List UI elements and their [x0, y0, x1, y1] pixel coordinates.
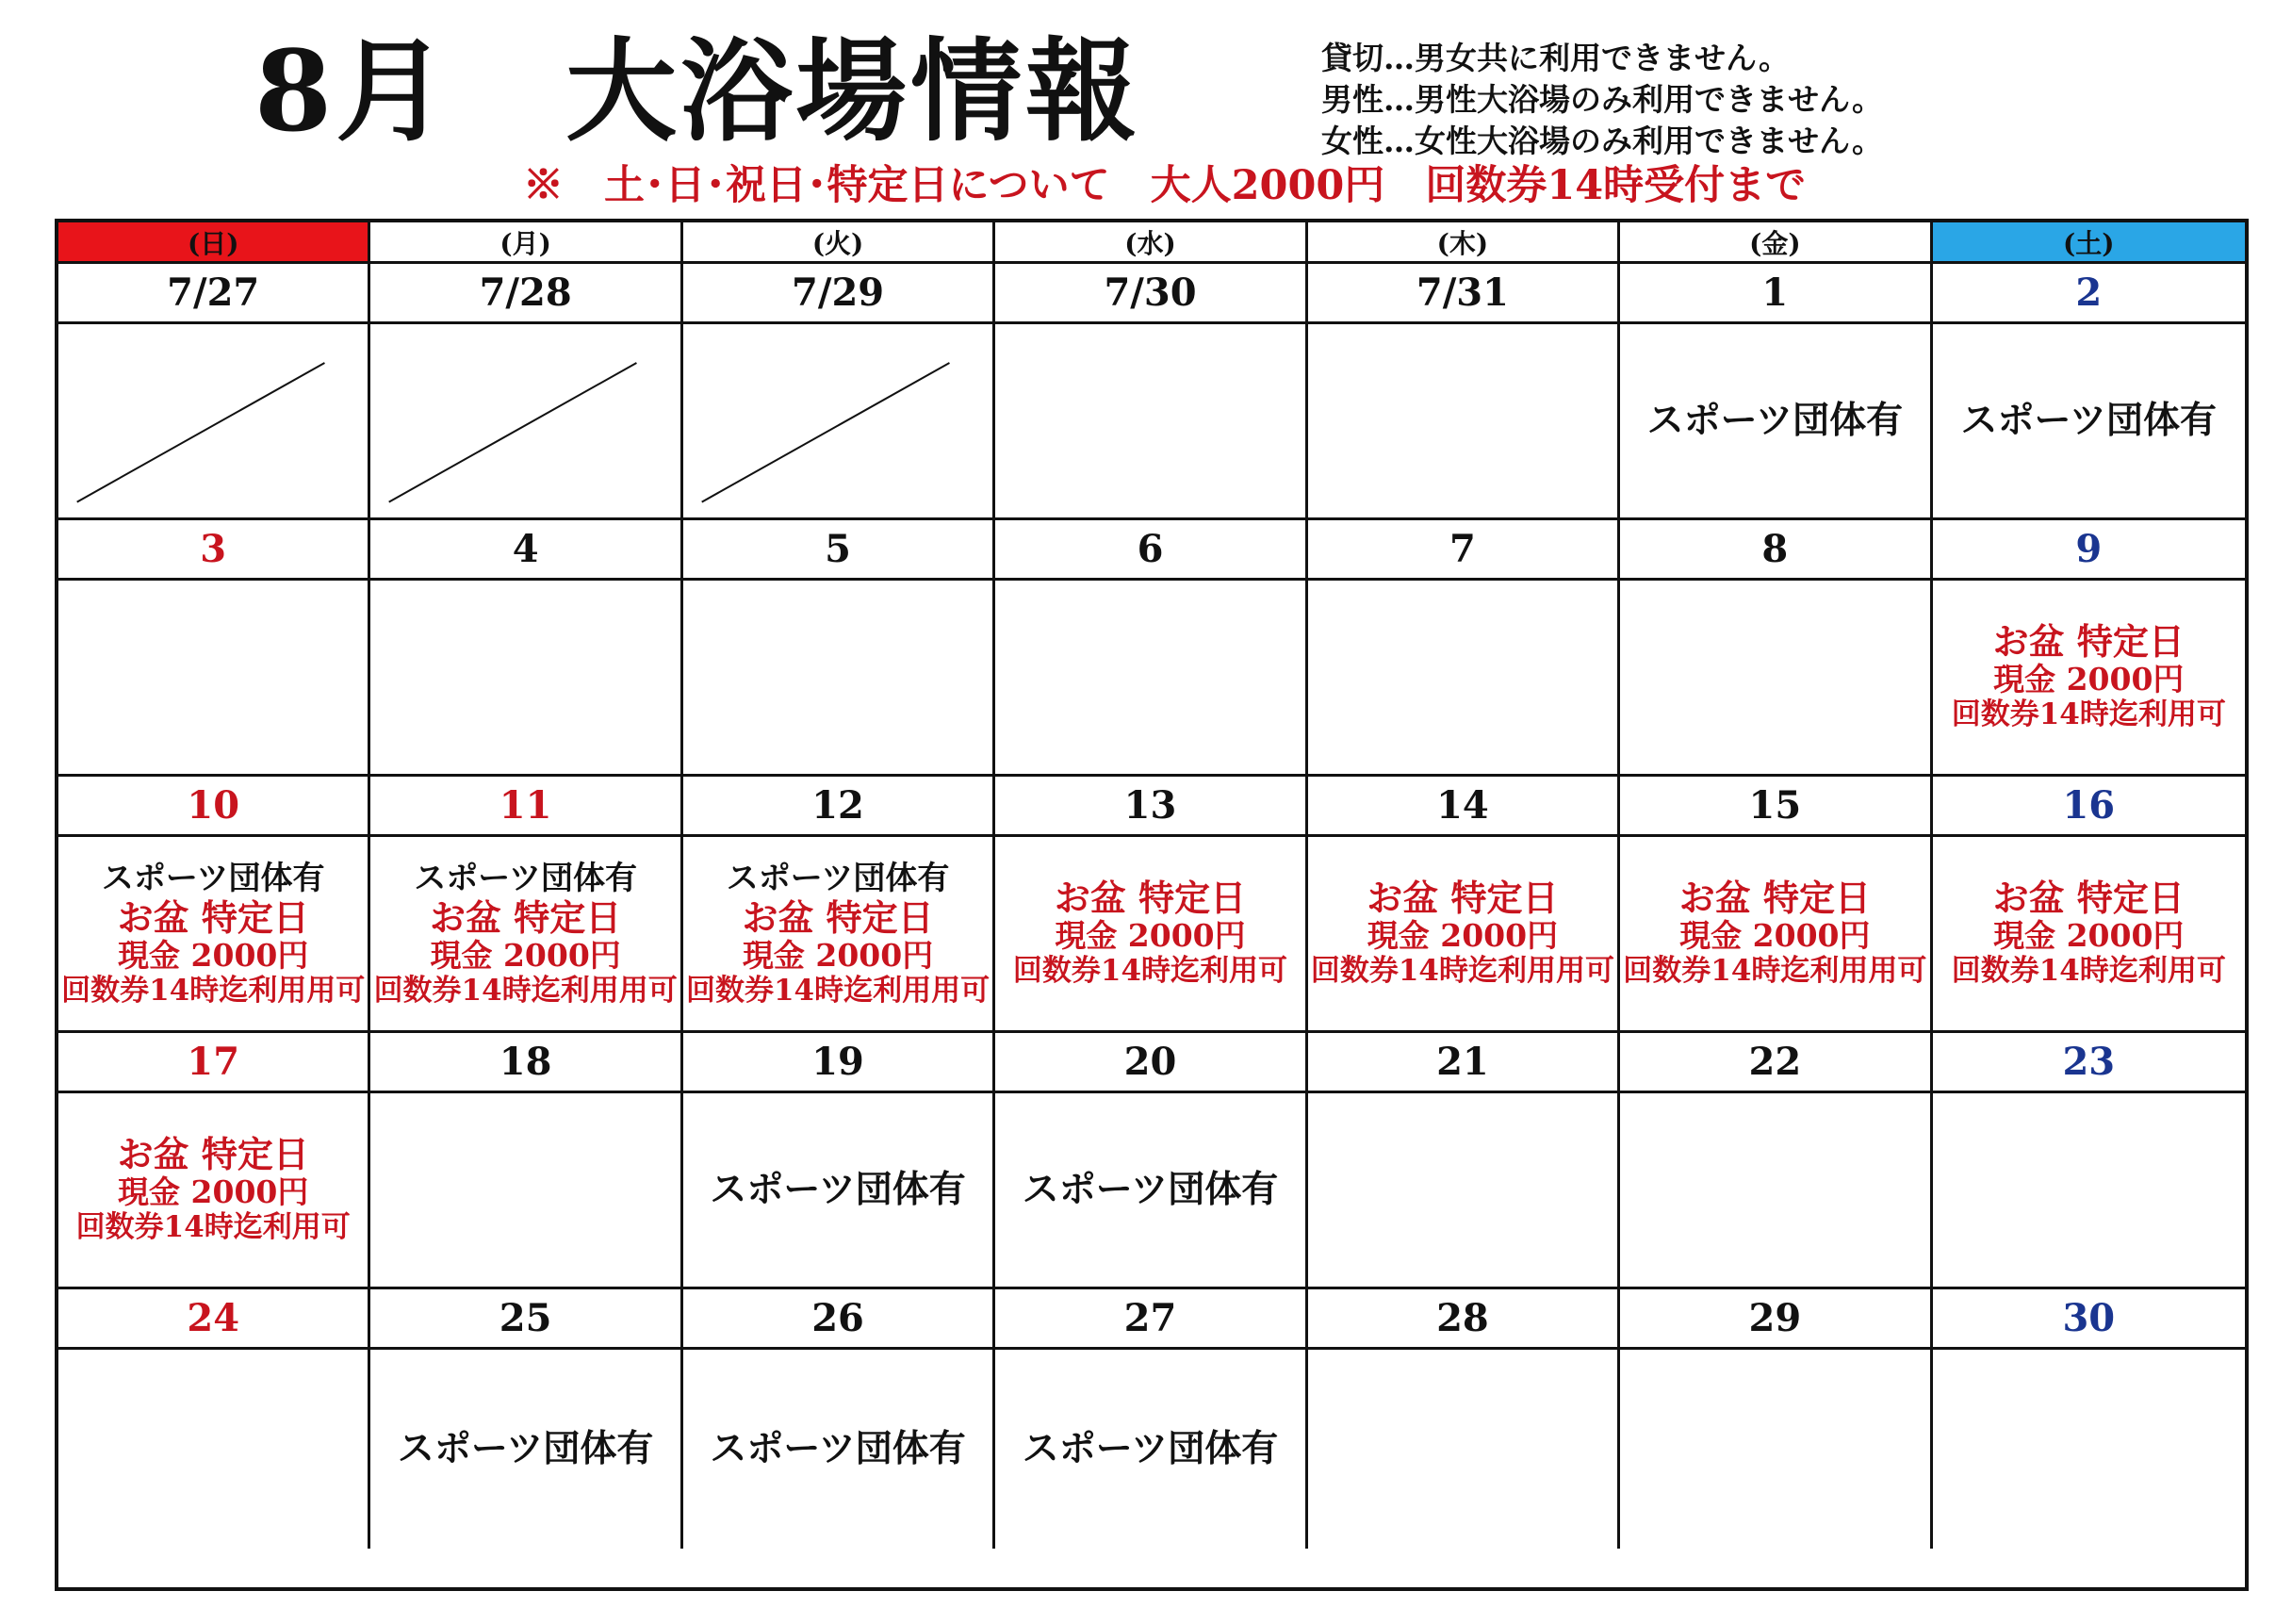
obon-special-day: お盆 特定日	[1992, 620, 2185, 664]
day-events-cell	[683, 581, 995, 777]
unavailable-slash	[370, 324, 679, 517]
weekday-header: (日)	[58, 222, 370, 264]
date-number: 8	[1620, 520, 1932, 581]
sport-group-note: スポーツ団体有	[1022, 1168, 1279, 1212]
day-events-cell	[1933, 581, 2245, 777]
legend-line-male: 男性…男性大浴場のみ利用できません。	[1321, 81, 1883, 118]
date-number: 24	[58, 1289, 370, 1350]
sport-group-note: スポーツ団体有	[1022, 1427, 1279, 1471]
day-events-cell	[1620, 324, 1932, 520]
date-number: 22	[1620, 1033, 1932, 1093]
ticket-note: 回数券14時迄利用用可	[61, 974, 366, 1009]
obon-special-day: お盆 特定日	[1367, 877, 1559, 920]
day-events-cell	[370, 1093, 682, 1289]
day-events-cell	[370, 324, 682, 520]
cash-price: 現金 2000円	[1993, 916, 2185, 954]
day-events-cell	[1308, 1093, 1620, 1289]
day-events-cell	[683, 837, 995, 1033]
date-number: 23	[1933, 1033, 2245, 1093]
sport-group-note: スポーツ団体有	[397, 1427, 654, 1471]
cash-price: 現金 2000円	[430, 937, 621, 975]
sport-group-note: スポーツ団体有	[1646, 399, 1904, 443]
obon-special-day: お盆 特定日	[1054, 877, 1247, 920]
day-events-cell	[683, 324, 995, 520]
calendar-grid	[55, 219, 2249, 1591]
day-events-cell	[1620, 837, 1932, 1033]
weekday-header: (木)	[1308, 222, 1620, 264]
legend-line-private: 貸切…男女共に利用できません。	[1321, 40, 1790, 76]
obon-special-day: お盆 特定日	[742, 896, 934, 940]
day-events-cell	[1620, 581, 1932, 777]
date-number: 1	[1620, 264, 1932, 324]
day-events-cell	[1620, 1350, 1932, 1549]
day-events-cell	[1308, 324, 1620, 520]
date-number: 15	[1620, 777, 1932, 837]
day-events-cell	[1620, 1093, 1932, 1289]
sport-group-note: スポーツ団体有	[726, 859, 950, 897]
ticket-note: 回数券14時迄利用用可	[1310, 953, 1614, 988]
weekend-price-notice: ※ 土･日･祝日･特定日について 大人2000円 回数券14時受付まで	[523, 162, 1807, 209]
date-number: 18	[370, 1033, 682, 1093]
day-events-cell	[370, 581, 682, 777]
day-events-cell	[1308, 1350, 1620, 1549]
date-number: 16	[1933, 777, 2245, 837]
date-number: 7/30	[995, 264, 1307, 324]
obon-special-day: お盆 特定日	[117, 1133, 309, 1176]
date-number: 19	[683, 1033, 995, 1093]
weekday-header: (月)	[370, 222, 682, 264]
ticket-note: 回数券14時迄利用可	[75, 1209, 351, 1244]
cash-price: 現金 2000円	[1055, 916, 1246, 954]
date-number: 10	[58, 777, 370, 837]
weekday-header: (土)	[1933, 222, 2245, 264]
day-events-cell	[1933, 1093, 2245, 1289]
day-events-cell	[370, 837, 682, 1033]
day-events-cell	[683, 1093, 995, 1289]
ticket-note: 回数券14時迄利用用可	[373, 974, 678, 1009]
date-number: 28	[1308, 1289, 1620, 1350]
date-number: 27	[995, 1289, 1307, 1350]
day-events-cell	[1308, 837, 1620, 1033]
day-events-cell	[370, 1350, 682, 1549]
weekday-header: (火)	[683, 222, 995, 264]
date-number: 13	[995, 777, 1307, 837]
day-events-cell	[995, 1093, 1307, 1289]
unavailable-slash	[58, 324, 368, 517]
legend-line-female: 女性…女性大浴場のみ利用できません。	[1321, 123, 1883, 159]
obon-special-day: お盆 特定日	[1992, 877, 2185, 920]
day-events-cell	[995, 837, 1307, 1033]
ticket-note: 回数券14時迄利用可	[1951, 953, 2226, 988]
date-number: 7	[1308, 520, 1620, 581]
day-events-cell	[995, 324, 1307, 520]
weekday-header: (金)	[1620, 222, 1932, 264]
cash-price: 現金 2000円	[118, 937, 309, 975]
date-number: 12	[683, 777, 995, 837]
date-number: 30	[1933, 1289, 2245, 1350]
day-events-cell	[58, 1350, 370, 1549]
ticket-note: 回数券14時迄利用可	[1951, 697, 2226, 731]
sport-group-note: スポーツ団体有	[101, 859, 325, 897]
date-number: 11	[370, 777, 682, 837]
date-number: 14	[1308, 777, 1620, 837]
unavailable-slash	[683, 324, 992, 517]
cash-price: 現金 2000円	[1367, 916, 1559, 954]
sport-group-note: スポーツ団体有	[710, 1427, 966, 1471]
cash-price: 現金 2000円	[742, 937, 934, 975]
obon-special-day: お盆 特定日	[430, 896, 622, 940]
date-number: 7/28	[370, 264, 682, 324]
sport-group-note: スポーツ団体有	[1960, 399, 2217, 443]
ticket-note: 回数券14時迄利用用可	[685, 974, 990, 1009]
cash-price: 現金 2000円	[118, 1173, 309, 1210]
obon-special-day: お盆 特定日	[1678, 877, 1871, 920]
sport-group-note: スポーツ団体有	[414, 859, 637, 897]
ticket-note: 回数券14時迄利用可	[1012, 953, 1288, 988]
date-number: 20	[995, 1033, 1307, 1093]
day-events-cell	[1933, 837, 2245, 1033]
date-number: 21	[1308, 1033, 1620, 1093]
date-number: 26	[683, 1289, 995, 1350]
date-number: 4	[370, 520, 682, 581]
day-events-cell	[58, 837, 370, 1033]
sport-group-note: スポーツ団体有	[710, 1168, 966, 1212]
day-events-cell	[58, 581, 370, 777]
date-number: 5	[683, 520, 995, 581]
weekday-header: (水)	[995, 222, 1307, 264]
cash-price: 現金 2000円	[1993, 660, 2185, 697]
date-number: 9	[1933, 520, 2245, 581]
day-events-cell	[1308, 581, 1620, 777]
day-events-cell	[1933, 324, 2245, 520]
day-events-cell	[995, 1350, 1307, 1549]
day-events-cell	[683, 1350, 995, 1549]
date-number: 25	[370, 1289, 682, 1350]
date-number: 7/31	[1308, 264, 1620, 324]
date-number: 2	[1933, 264, 2245, 324]
page-title: 8月 大浴場情報	[254, 25, 1141, 156]
date-number: 3	[58, 520, 370, 581]
legend-notes	[1321, 38, 1883, 162]
date-number: 7/27	[58, 264, 370, 324]
day-events-cell	[1933, 1350, 2245, 1549]
day-events-cell	[58, 1093, 370, 1289]
date-number: 29	[1620, 1289, 1932, 1350]
day-events-cell	[995, 581, 1307, 777]
date-number: 6	[995, 520, 1307, 581]
date-number: 17	[58, 1033, 370, 1093]
ticket-note: 回数券14時迄利用用可	[1623, 953, 1927, 988]
obon-special-day: お盆 特定日	[117, 896, 309, 940]
date-number: 7/29	[683, 264, 995, 324]
cash-price: 現金 2000円	[1679, 916, 1871, 954]
day-events-cell	[58, 324, 370, 520]
